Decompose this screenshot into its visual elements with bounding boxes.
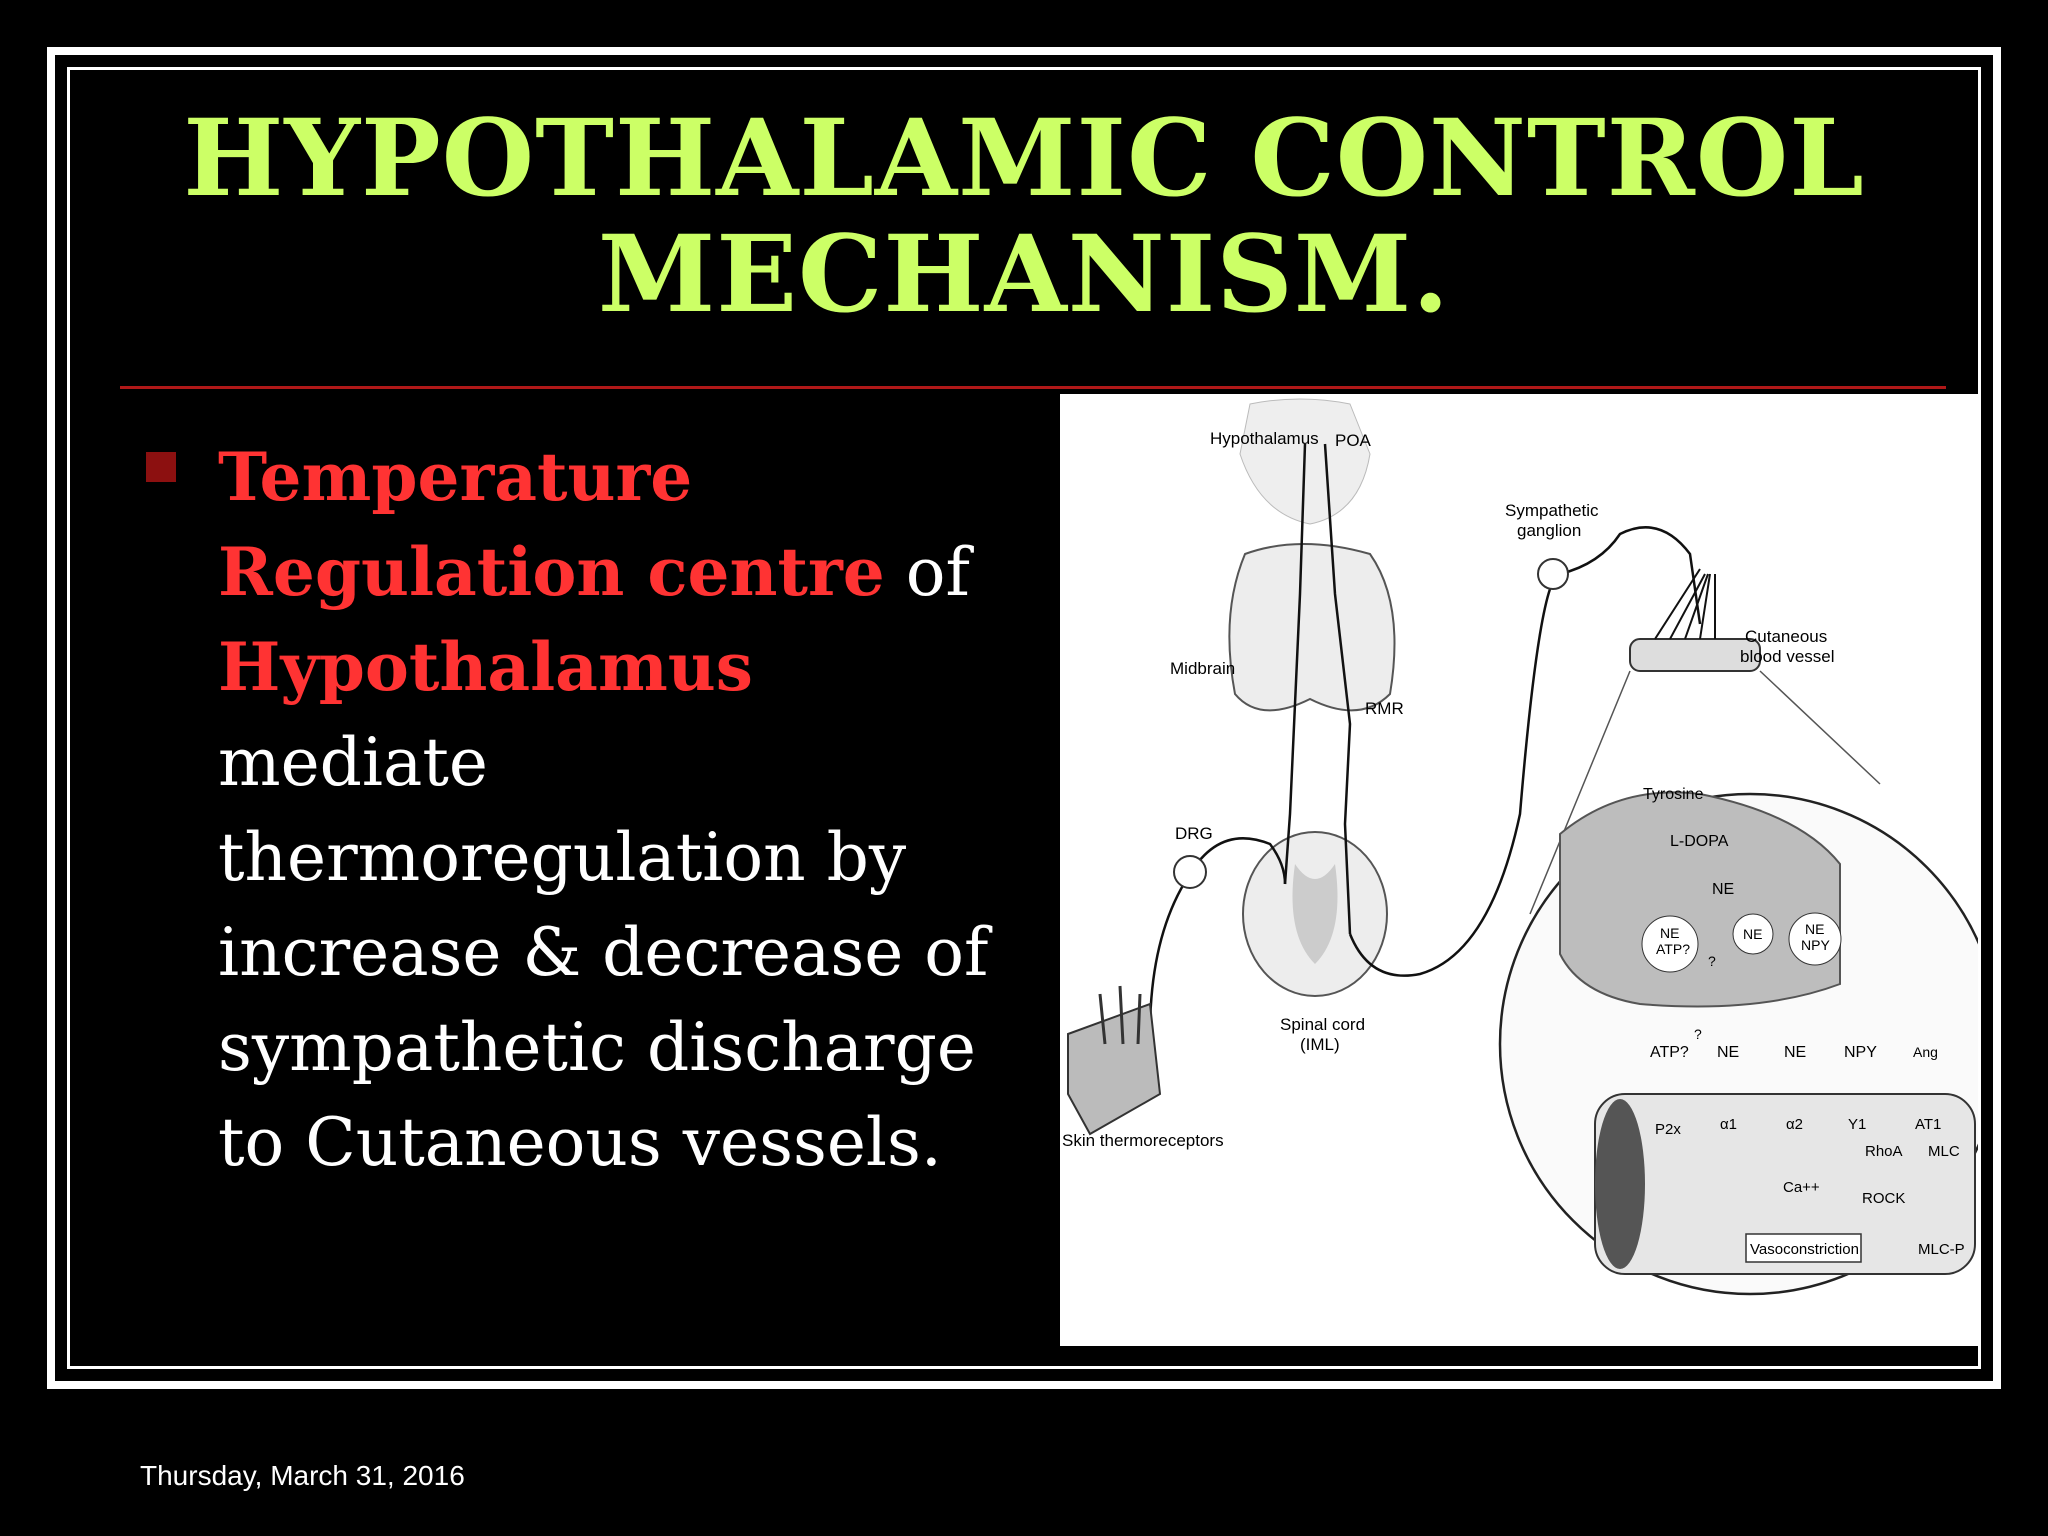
label-midbrain: Midbrain — [1170, 659, 1236, 678]
label-receptor-ne-2: NE — [1784, 1044, 1807, 1061]
label-ne-atp-2: ATP? — [1656, 941, 1690, 957]
bullet-square-icon — [146, 452, 176, 482]
label-cut2: blood vessel — [1740, 647, 1835, 666]
slide-title — [120, 95, 1928, 336]
title-line-1: HYPOTHALAMIC CONTROL — [183, 95, 1865, 220]
label-receptor-atp: ATP? — [1650, 1044, 1689, 1061]
bullet-highlight-temperature: Temperature — [218, 438, 693, 516]
label-receptor-npy: NPY — [1844, 1044, 1877, 1061]
label-drg: DRG — [1175, 824, 1213, 843]
label-alpha1: α1 — [1720, 1116, 1738, 1133]
label-alpha2: α2 — [1786, 1116, 1804, 1133]
label-mlc: MLC — [1928, 1143, 1960, 1160]
vessel-lumen — [1595, 1099, 1645, 1269]
label-at1: AT1 — [1915, 1116, 1942, 1133]
label-p2x: P2x — [1655, 1121, 1681, 1138]
label-rmr: RMR — [1365, 699, 1404, 718]
sympathetic-ganglion — [1538, 559, 1568, 589]
label-tyrosine: Tyrosine — [1643, 786, 1704, 803]
label-receptor-ne-1: NE — [1717, 1044, 1740, 1061]
bullet-highlight-regulation-centre: Regulation centre — [218, 533, 885, 611]
label-mlcp: MLC-P — [1918, 1241, 1965, 1258]
label-ldopa: L-DOPA — [1670, 833, 1729, 850]
label-poa: POA — [1335, 431, 1371, 450]
bullet-body: mediate thermoregulation by increase & decrease of sympathetic discharge to Cutaneous vessels. — [218, 724, 989, 1181]
drg-ganglion — [1174, 856, 1206, 888]
label-q: ? — [1708, 953, 1716, 969]
label-spinal-cord: Spinal cord — [1280, 1015, 1366, 1034]
label-iml: (IML) — [1300, 1035, 1340, 1054]
title-line-2: MECHANISM. — [597, 211, 1451, 336]
skin-block — [1068, 1004, 1160, 1134]
title-divider — [120, 386, 1946, 389]
label-symp1: Sympathetic — [1505, 501, 1599, 520]
label-ne-center: NE — [1743, 926, 1763, 942]
label-ne: NE — [1712, 881, 1735, 898]
label-vasoconstriction: Vasoconstriction — [1750, 1241, 1859, 1258]
label-ne-atp-1: NE — [1660, 925, 1680, 941]
label-symp2: ganglion — [1517, 521, 1582, 540]
label-cut1: Cutaneous — [1745, 627, 1828, 646]
diagram-svg — [1060, 394, 1978, 1346]
label-hypothalamus: Hypothalamus — [1210, 429, 1319, 448]
label-rhoa: RhoA — [1865, 1143, 1903, 1160]
bullet-text-of: of — [884, 534, 970, 611]
label-skin: Skin thermoreceptors — [1062, 1131, 1224, 1150]
label-receptor-q: ? — [1694, 1026, 1702, 1042]
footer-date: Thursday, March 31, 2016 — [140, 1460, 465, 1491]
label-ca: Ca++ — [1783, 1179, 1820, 1196]
label-y1: Y1 — [1848, 1116, 1867, 1133]
label-ne-npy-1: NE — [1805, 921, 1825, 937]
label-receptor-ang: Ang — [1913, 1044, 1938, 1060]
thermoregulation-diagram — [1060, 394, 1978, 1346]
nerve-terminals — [1655, 569, 1715, 639]
bullet-highlight-hypothalamus: Hypothalamus — [218, 628, 753, 706]
midbrain-shape — [1229, 544, 1394, 710]
label-ne-npy-2: NPY — [1801, 937, 1830, 953]
label-rock: ROCK — [1862, 1190, 1906, 1207]
bullet-text — [218, 430, 1038, 1190]
